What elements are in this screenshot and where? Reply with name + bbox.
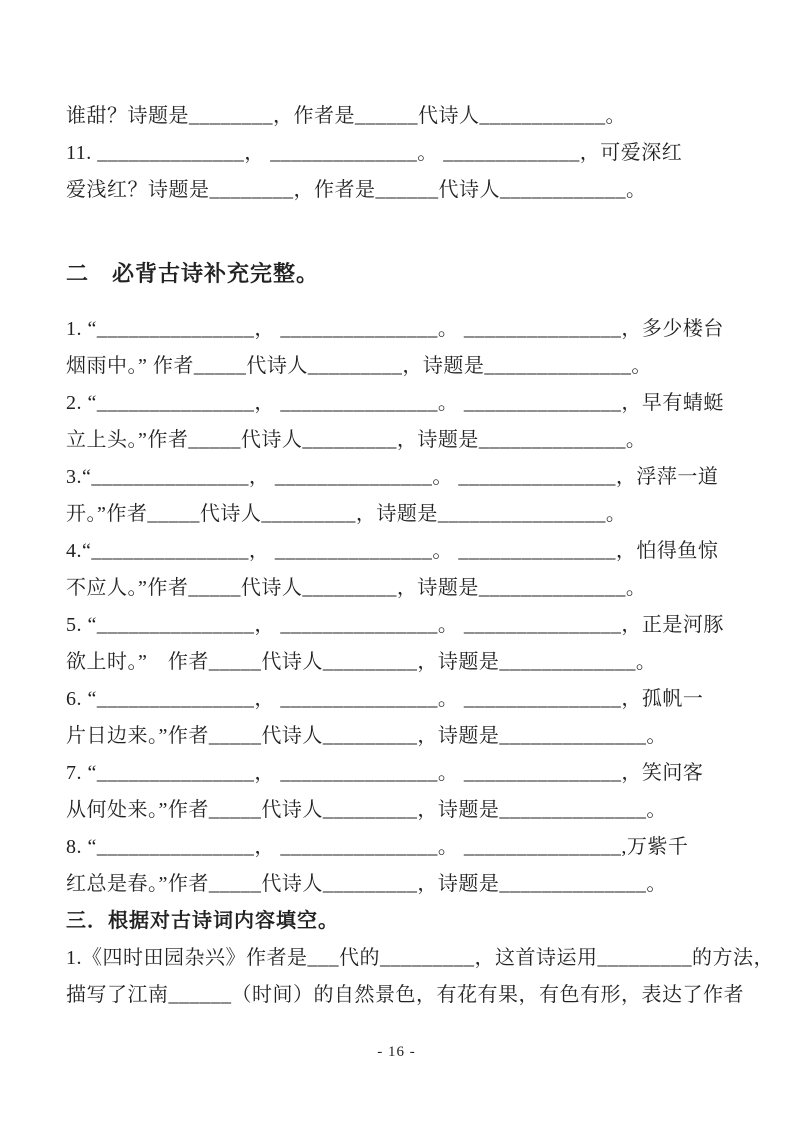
s3-item-1-line-2: 描写了江南______（时间）的自然景色，有花有果，有色有形，表达了作者 xyxy=(66,984,744,1006)
s2-item-8-line-1: 8. “_______________， _______________。 _______________,万紫千 xyxy=(66,836,689,858)
s2-item-8-line-2: 红总是春。”作者_____代诗人_________，诗题是______________。 xyxy=(66,873,667,895)
s2-item-7-line-2: 从何处来。”作者_____代诗人_________，诗题是______________。 xyxy=(66,799,667,821)
question-11-tail-line: 爱浅红？诗题是________，作者是______代诗人____________。 xyxy=(66,179,647,201)
s3-item-1-line-1: 1.《四时田园杂兴》作者是___代的_________，这首诗运用_________的方法， xyxy=(66,947,774,969)
s2-item-5-line-1: 5. “_______________， _______________。 _______________，正是河豚 xyxy=(66,614,724,636)
s2-item-7-line-1: 7. “_______________， _______________。 _______________，笑问客 xyxy=(66,762,704,784)
section-2-heading: 二 必背古诗补充完整。 xyxy=(66,261,320,286)
s2-item-4-line-1: 4.“_______________， _______________。 _______________，怕得鱼惊 xyxy=(66,540,719,562)
s2-item-3-line-1: 3.“_______________， _______________。 _______________，浮萍一道 xyxy=(66,466,719,488)
section-3-heading: 三．根据对古诗词内容填空。 xyxy=(66,910,339,932)
question-11-line: 11. ______________， ______________。 _____________，可爱深红 xyxy=(66,142,683,164)
s2-item-2-line-2: 立上头。”作者_____代诗人_________，诗题是______________。 xyxy=(66,429,647,451)
s2-item-6-line-2: 片日边来。”作者_____代诗人_________，诗题是______________。 xyxy=(66,725,667,747)
page-content xyxy=(66,98,774,1014)
question-10-tail-line: 谁甜？诗题是________，作者是______代诗人____________。 xyxy=(66,105,626,127)
s2-item-4-line-2: 不应人。”作者_____代诗人_________，诗题是______________。 xyxy=(66,577,647,599)
s2-item-2-line-1: 2. “_______________， _______________。 _______________，早有蜻蜓 xyxy=(66,392,724,414)
s2-item-3-line-2: 开。”作者_____代诗人_________，诗题是________________。 xyxy=(66,503,627,525)
s2-item-1-line-1: 1. “_______________， _______________。 _______________，多少楼台 xyxy=(66,318,724,340)
s2-item-6-line-1: 6. “_______________， _______________。 _______________，孤帆一 xyxy=(66,688,704,710)
page-number: - 16 - xyxy=(377,1044,416,1060)
s2-item-1-line-2: 烟雨中。” 作者_____代诗人_________，诗题是______________。 xyxy=(66,355,652,377)
s2-item-5-line-2: 欲上时。” 作者_____代诗人_________，诗题是_____________。 xyxy=(66,651,657,673)
